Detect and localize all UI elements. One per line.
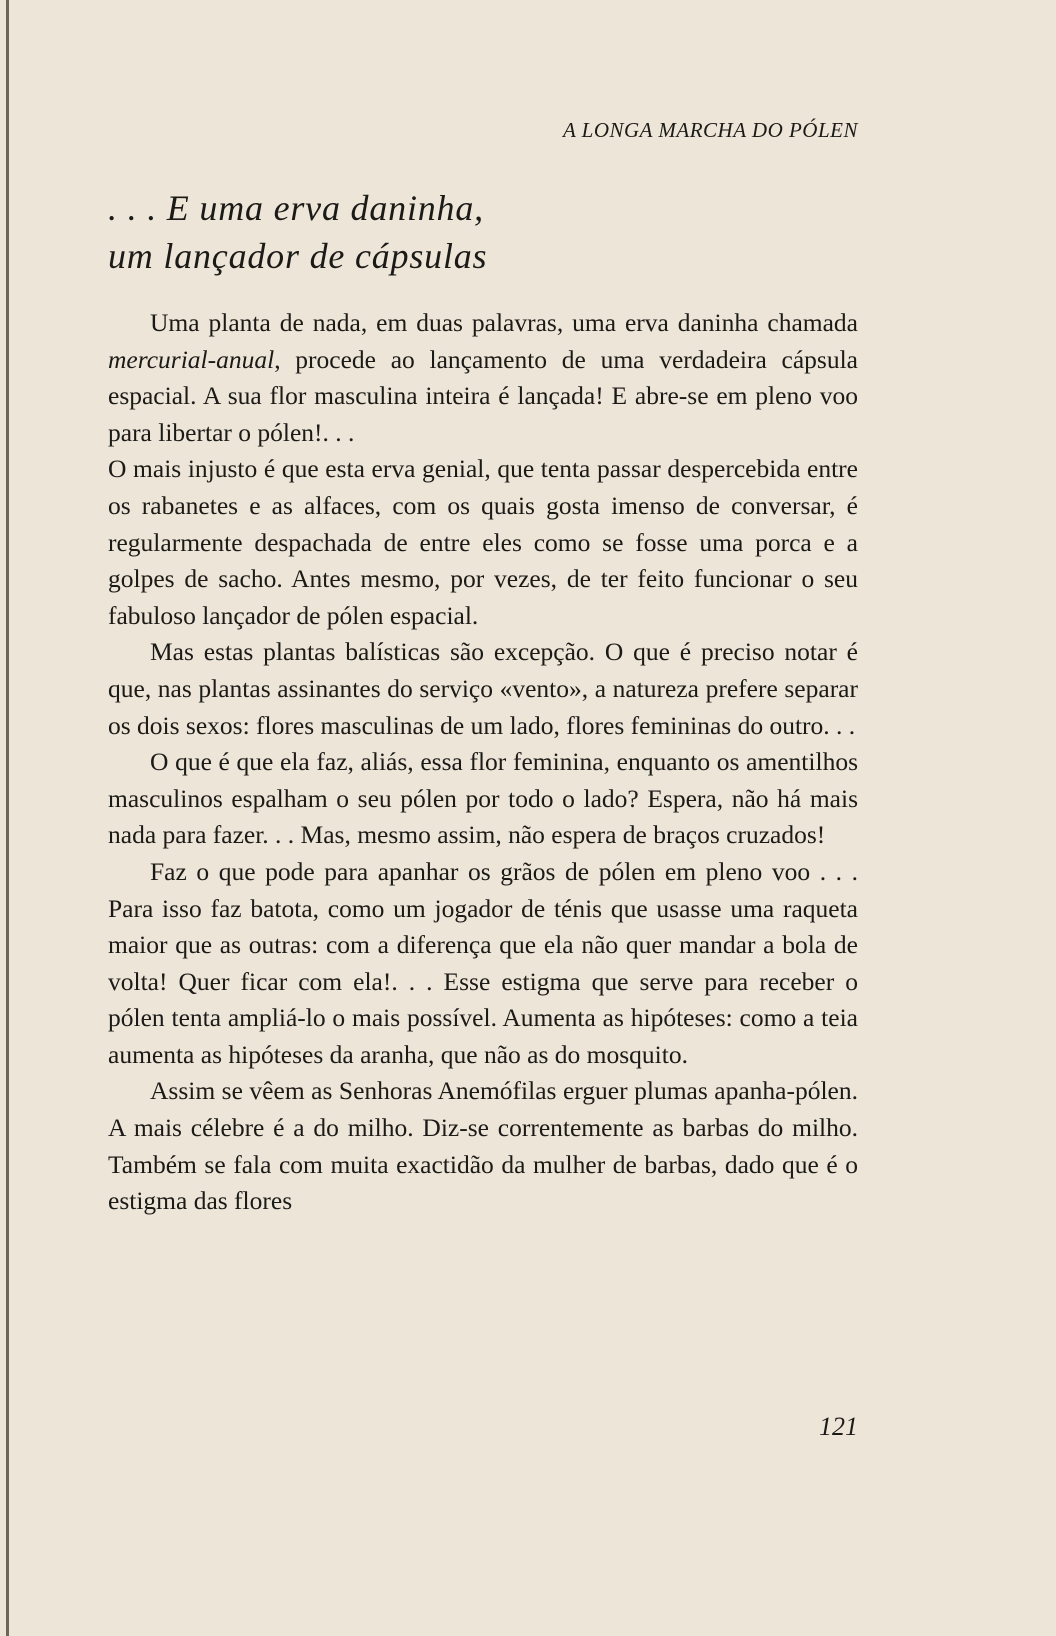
page-number: 121 [819, 1412, 858, 1441]
paragraph-6: Assim se vêem as Senhoras Anemófilas erguer plumas apanha-pólen. A mais célebre é a do milho. Diz-se correntemente as barbas do milho. Também se fala com muita exactidão da mulher de barbas, dado que é o estigma das flores [108, 1076, 858, 1216]
paragraph-1-text-end: , procede ao lançamento de uma verdadeira cápsula espacial. A sua flor masculina inteira é lançada! E abre-se em pleno voo para libertar o pólen!. . . [108, 344, 858, 447]
chapter-title-line-1: . . . E uma erva daninha, [108, 188, 484, 228]
paragraph-4: O que é que ela faz, aliás, essa flor feminina, enquanto os amentilhos masculinos espalham o seu pólen por todo o lado? Espera, não há mais nada para fazer. . . Mas, mesmo assim, não espera de braços cruzados! [108, 747, 858, 850]
paragraph-1 [108, 305, 858, 451]
chapter-title-line-2: um lançador de cápsulas [108, 236, 488, 276]
running-head: A LONGA MARCHA DO PÓLEN [562, 118, 858, 142]
body-text [108, 305, 858, 1220]
paragraph-1-text-start: Uma planta de nada, em duas palavras, uma erva daninha chamada [150, 308, 858, 337]
paragraph-5: Faz o que pode para apanhar os grãos de pólen em pleno voo . . . Para isso faz batota, como um jogador de ténis que usasse uma raqueta maior que as outras: com a diferença que ela não quer mandar a bola de volta! Quer ficar com ela!. . . Esse estigma que serve para receber o pólen tenta ampliá-lo o mais possível. Aumenta as hipóteses: como a teia aumenta as hipóteses da aranha, que não as do mosquito. [108, 856, 858, 1069]
paragraph-3: Mas estas plantas balísticas são excepção. O que é preciso notar é que, nas plantas assinantes do serviço «vento», a natureza prefere separar os dois sexos: flores masculinas de um lado, flores femininas do outro. . . [108, 637, 858, 740]
plant-name-emphasis: mercurial-anual [108, 344, 275, 374]
paragraph-2: O mais injusto é que esta erva genial, que tenta passar despercebida entre os rabanetes e as alfaces, com os quais gosta imenso de conversar, é regularmente despachada de entre eles como se fosse uma porca e a golpes de sacho. Antes mesmo, por vezes, de ter feito funcionar o seu fabuloso lançador de pólen espacial. [108, 454, 858, 630]
chapter-title [108, 184, 728, 280]
